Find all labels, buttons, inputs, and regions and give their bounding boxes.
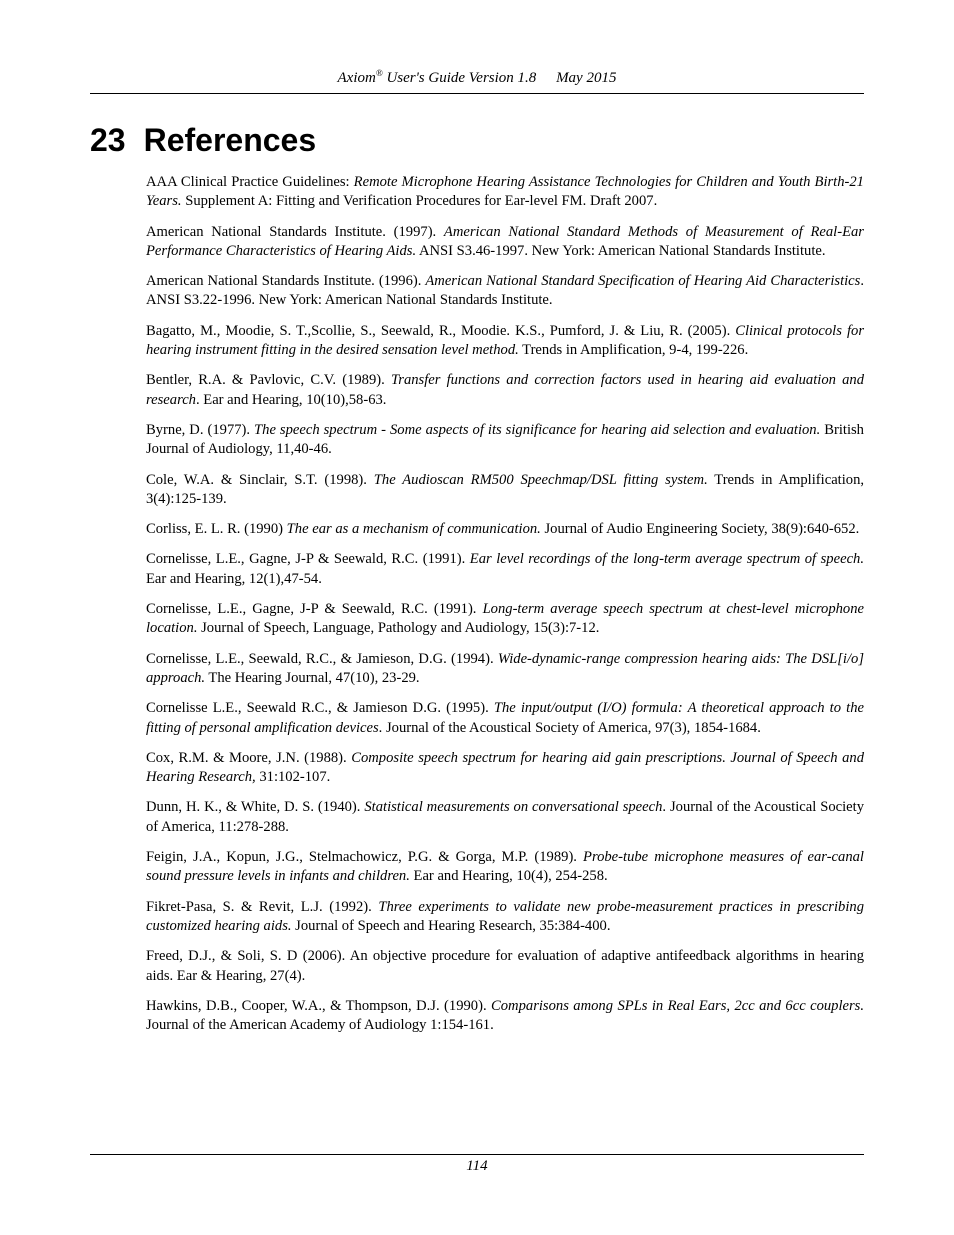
reference-source: Ear and Hearing, 12(1),47-54. bbox=[146, 570, 322, 587]
header-product: Axiom bbox=[337, 70, 376, 86]
reference-entry bbox=[146, 371, 864, 410]
reference-title: Wide-dynamic-range compression hearing aids: The DSL[i/o] approach. bbox=[146, 650, 864, 686]
reference-entry bbox=[146, 898, 864, 937]
reference-title: The speech spectrum - Some aspects of its significance for hearing aid selection and evaluation. bbox=[254, 421, 821, 438]
reference-title: Transfer functions and correction factors used in hearing aid evaluation and research bbox=[146, 372, 864, 408]
reference-source: Journal of Speech and Hearing Research, 35:384-400. bbox=[291, 917, 611, 934]
reference-entry bbox=[146, 699, 864, 738]
reference-authors: Dunn, H. K., & White, D. S. (1940). bbox=[146, 799, 365, 816]
page-number: 114 bbox=[466, 1158, 488, 1174]
reference-source: . Ear and Hearing, 10(10),58-63. bbox=[195, 391, 387, 408]
reference-authors: Cornelisse, L.E., Seewald, R.C., & Jamieson, D.G. (1994). bbox=[146, 650, 498, 667]
reference-authors: AAA Clinical Practice Guidelines: bbox=[146, 174, 354, 190]
reference-entry bbox=[146, 600, 864, 639]
reference-title: The input/output (I/O) formula: A theoretical approach to the fitting of personal amplification devices bbox=[146, 700, 864, 736]
header-guide: User's Guide Version 1.8 bbox=[386, 70, 537, 86]
reference-authors: Fikret-Pasa, S. & Revit, L.J. (1992). bbox=[146, 898, 379, 915]
reference-entry bbox=[146, 272, 864, 311]
section-title: References bbox=[143, 122, 317, 158]
reference-authors: Cornelisse, L.E., Gagne, J-P & Seewald, R.C. (1991). bbox=[146, 601, 483, 618]
reference-source: . Journal of the Acoustical Society of America, 11:278-288. bbox=[146, 799, 864, 835]
header-rule bbox=[90, 93, 864, 94]
reference-title: The Audioscan RM500 Speechmap/DSL fitting system. bbox=[373, 471, 708, 488]
reference-authors: Freed, D.J., & Soli, S. D (2006). An objective procedure for evaluation of adaptive antifeedback algorithms in hearing aids. Ear & Hearing, 27(4). bbox=[146, 948, 864, 984]
reference-authors: Corliss, E. L. R. (1990) bbox=[146, 521, 287, 538]
reference-source: Journal of the American Academy of Audiology 1:154-161. bbox=[146, 1017, 494, 1034]
reference-title: American National Standard Methods of Measurement of Real-Ear Performance Characteristics of Hearing Aids. bbox=[146, 223, 864, 259]
reference-entry bbox=[146, 223, 864, 262]
reference-source: Trends in Amplification, 3(4):125-139. bbox=[146, 471, 865, 507]
reference-title: American National Standard Specification of Hearing Aid Characteristics bbox=[425, 273, 861, 290]
reference-entry bbox=[146, 550, 864, 589]
running-header bbox=[90, 68, 864, 87]
reference-entry bbox=[146, 848, 864, 887]
reference-list bbox=[146, 173, 864, 1046]
reference-title: Comparisons among SPLs in Real Ears, 2cc and 6cc couplers. bbox=[491, 997, 864, 1014]
reference-source: . Journal of the Acoustical Society of America, 97(3), 1854-1684. bbox=[378, 719, 761, 736]
reference-entry bbox=[146, 997, 864, 1036]
reference-source: British Journal of Audiology, 11,40-46. bbox=[146, 421, 864, 458]
reference-source: Journal of Speech, Language, Pathology and Audiology, 15(3):7-12. bbox=[197, 620, 600, 637]
reference-title: Long-term average speech spectrum at chest-level microphone location. bbox=[146, 601, 864, 637]
reference-source: Ear and Hearing, 10(4), 254-258. bbox=[409, 868, 608, 885]
reference-authors: Cox, R.M. & Moore, J.N. (1988). bbox=[146, 749, 352, 766]
registered-mark: ® bbox=[375, 68, 383, 78]
reference-authors: American National Standards Institute. (1996). bbox=[146, 273, 426, 290]
reference-authors: Bentler, R.A. & Pavlovic, C.V. (1989). bbox=[146, 372, 391, 389]
section-number: 23 bbox=[90, 122, 126, 158]
reference-source: ANSI S3.46-1997. New York: American National Standards Institute. bbox=[416, 242, 826, 259]
reference-title: The ear as a mechanism of communication. bbox=[286, 521, 541, 538]
section-heading bbox=[90, 122, 316, 159]
header-date: May 2015 bbox=[556, 70, 617, 86]
reference-authors: Bagatto, M., Moodie, S. T.,Scollie, S., Seewald, R., Moodie. K.S., Pumford, J. & Liu, R. (2005). bbox=[146, 322, 736, 339]
reference-authors: Cornelisse L.E., Seewald R.C., & Jamieson D.G. (1995). bbox=[146, 700, 494, 717]
reference-title: Ear level recordings of the long-term average spectrum of speech. bbox=[469, 551, 864, 568]
reference-source: Supplement A: Fitting and Verification Procedures for Ear-level FM. Draft 2007. bbox=[181, 193, 658, 210]
reference-title: Composite speech spectrum for hearing aid gain prescriptions. Journal of Speech and Hearing Research, bbox=[146, 749, 864, 786]
reference-entry bbox=[146, 947, 864, 986]
reference-source: 31:102-107. bbox=[255, 769, 331, 786]
reference-source: . ANSI S3.22-1996. New York: American National Standards Institute. bbox=[146, 273, 864, 309]
reference-authors: American National Standards Institute. (1997). bbox=[146, 223, 444, 240]
reference-authors: Cornelisse, L.E., Gagne, J-P & Seewald, R.C. (1991). bbox=[146, 551, 470, 568]
reference-entry bbox=[146, 471, 864, 510]
reference-authors: Feigin, J.A., Kopun, J.G., Stelmachowicz, P.G. & Gorga, M.P. (1989). bbox=[146, 849, 584, 866]
reference-entry bbox=[146, 421, 864, 460]
footer-rule bbox=[90, 1154, 864, 1155]
reference-entry bbox=[146, 650, 864, 689]
reference-entry bbox=[146, 322, 864, 361]
reference-title: Probe-tube microphone measures of ear-canal sound pressure levels in infants and children. bbox=[146, 849, 864, 885]
reference-title: Three experiments to validate new probe-measurement practices in prescribing customized hearing aids. bbox=[146, 898, 864, 934]
reference-source: Journal of Audio Engineering Society, 38(9):640-652. bbox=[540, 521, 860, 538]
reference-title: Remote Microphone Hearing Assistance Technologies for Children and Youth Birth-21 Years. bbox=[146, 174, 864, 210]
reference-entry bbox=[146, 798, 864, 837]
reference-source: The Hearing Journal, 47(10), 23-29. bbox=[205, 669, 420, 686]
reference-title: Clinical protocols for hearing instrument fitting in the desired sensation level method. bbox=[146, 322, 864, 359]
reference-entry bbox=[146, 520, 864, 539]
reference-entry bbox=[146, 749, 864, 788]
reference-title: Statistical measurements on conversational speech bbox=[364, 799, 663, 816]
reference-authors: Byrne, D. (1977). bbox=[146, 421, 255, 438]
reference-entry bbox=[146, 173, 864, 212]
reference-authors: Cole, W.A. & Sinclair, S.T. (1998). bbox=[146, 471, 374, 488]
reference-authors: Hawkins, D.B., Cooper, W.A., & Thompson, D.J. (1990). bbox=[146, 997, 492, 1014]
reference-source: Trends in Amplification, 9-4, 199-226. bbox=[518, 342, 749, 359]
